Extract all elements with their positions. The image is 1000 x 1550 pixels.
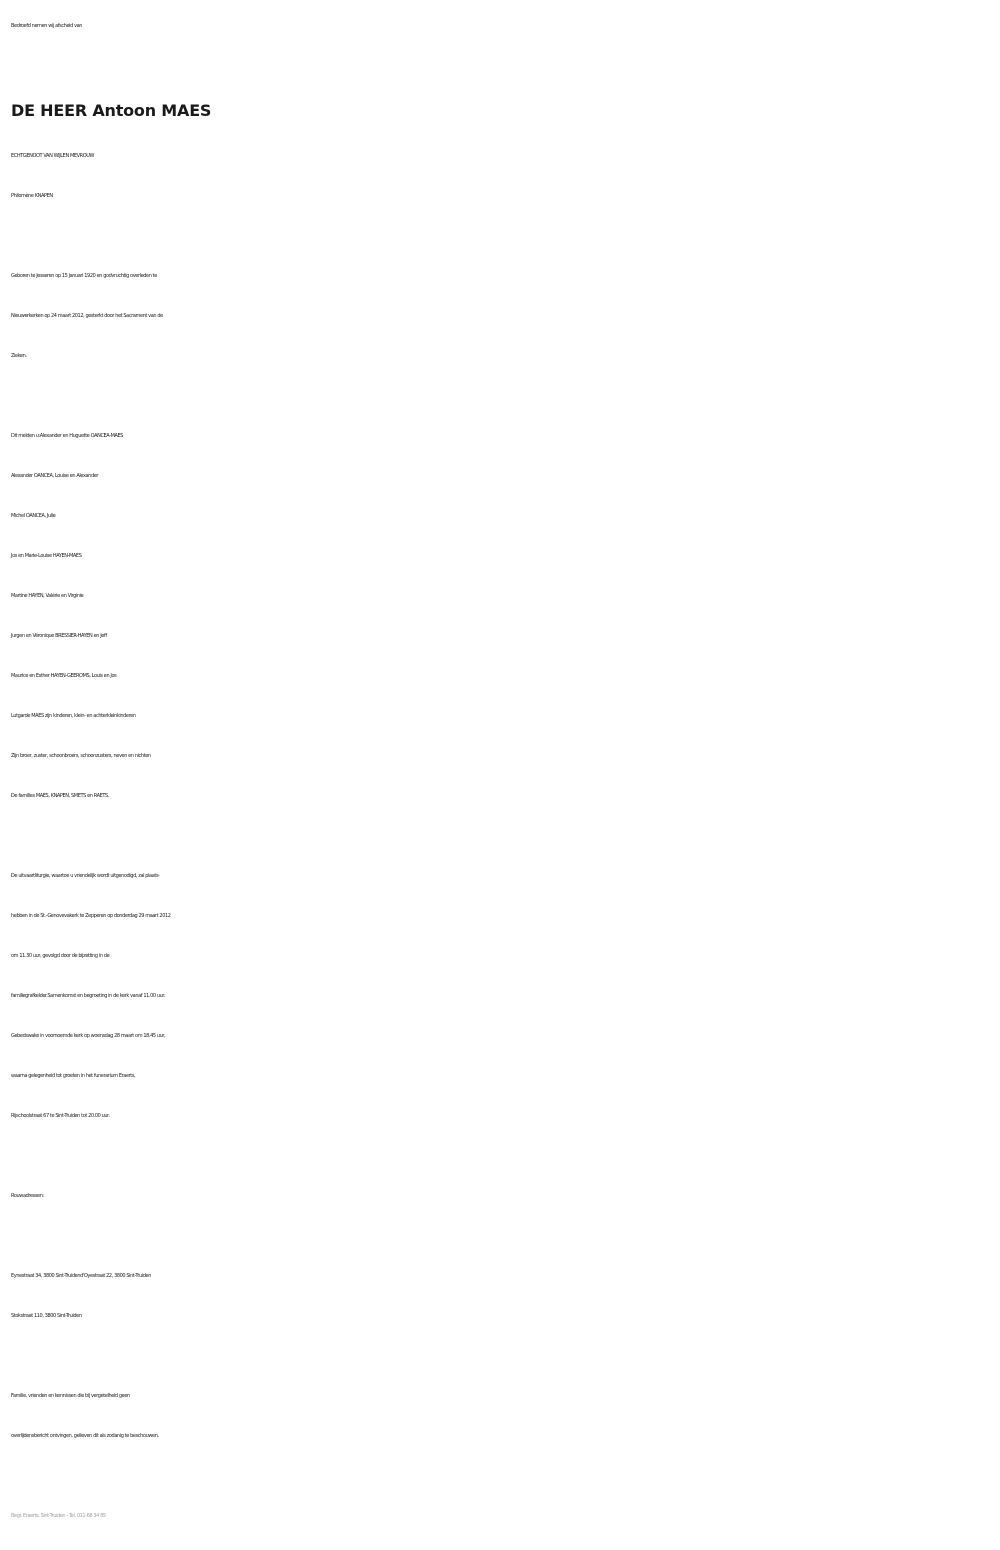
paragraph-line: hebben in de St.-Genovevakerk te Zepperen op donderdag 29 maart 2012: [11, 913, 171, 919]
family-line: Michel OANCEA, Julie: [11, 513, 56, 519]
paragraph-line: om 11.30 uur, gevolgd door de bijzetting in de: [11, 953, 110, 959]
family-line: Jos en Marie-Louise HAYEN-MAES: [11, 553, 82, 559]
family-line: Dit melden u:Alexander en Huguette OANCEA-MAES: [11, 433, 124, 439]
paragraph-line: Rijschoolstraat 67 te Sint-Truiden tot 20.00 uur.: [11, 1113, 110, 1119]
family-line: Maurice en Esther HAYEN-GEEROMS, Louis en Jos: [11, 673, 117, 679]
paragraph-line: waarna gelegenheid tot groeten in het funerarium Eraerts,: [11, 1073, 136, 1079]
addresses-heading: Rouwadressen:: [11, 1193, 44, 1199]
spacer: [11, 376, 996, 416]
spacer: [11, 816, 996, 856]
address-line: Eynestraat 34, 3800 Sint-Truidend'Oyestraat 22, 3800 Sint-Truiden: [11, 1273, 151, 1279]
spacer: [11, 1456, 996, 1496]
spouse-line-2: Philomène KNAPEN: [11, 193, 53, 199]
spouse-line-1: ECHTGENOOT VAN WIJLEN MEVROUW: [11, 153, 95, 159]
paragraph-line: Gebedswake in voornoemde kerk op woensdag 28 maart om 18.45 uur,: [11, 1033, 166, 1039]
closing-paragraph: [11, 1376, 996, 1456]
paragraph-line: Zieken.: [11, 353, 27, 359]
obituary-notice: [11, 0, 996, 1536]
spacer: [11, 1136, 996, 1176]
family-line: Jurgen en Véronique BRESSIER-HAYEN en Jeff: [11, 633, 107, 639]
paragraph-line: Nieuwerkerken op 24 maart 2012, gesterkt door het Sacrament van de: [11, 313, 163, 319]
spacer: [11, 1216, 996, 1256]
intro-line: Bedroefd nemen wij afscheid van: [11, 23, 83, 29]
paragraph-line: overlijdensbericht ontvingen, gelieven dit als zodanig te beschouwen.: [11, 1433, 159, 1439]
address-list: [11, 1256, 996, 1336]
spacer: [11, 1336, 996, 1376]
paragraph-line: Familie, vrienden en kennissen die bij vergetelheid geen: [11, 1393, 130, 1399]
deceased-name: DE HEER Antoon MAES: [11, 101, 212, 120]
address-line: Stokstraat 110, 3800 Sint-Truiden: [11, 1313, 82, 1319]
spacer: [11, 216, 996, 256]
paragraph-line: Geboren te Jesseren op 15 januari 1920 en godvruchtig overleden te: [11, 273, 157, 279]
family-line: Lutgarde MAES zijn kinderen, klein- en achterkleinkinderen: [11, 713, 136, 719]
family-line: Alexander OANCEA, Louise en Alexander: [11, 473, 99, 479]
family-line: Zijn broer, zuster, schoonbroers, schoonzusters, neven en nichten: [11, 753, 151, 759]
paragraph-line: familiegrafkelder.Samenkomst en begroeting in de kerk vanaf 11.00 uur.: [11, 993, 165, 999]
family-line: Martine HAYEN, Valérie en Virginie: [11, 593, 84, 599]
paragraph-line: De uitvaartliturgie, waartoe u vriendelijk wordt uitgenodigd, zal plaats-: [11, 873, 160, 879]
funeral-home-footer: Begr. Eraerts, Sint-Truiden - Tel. 011-68 34 85: [11, 1513, 106, 1519]
family-line: De families MAES, KNAPEN, SMETS en RAETS.: [11, 793, 109, 799]
family-list: [11, 416, 996, 816]
birth-death-paragraph: [11, 256, 996, 376]
funeral-paragraph: [11, 856, 996, 1136]
